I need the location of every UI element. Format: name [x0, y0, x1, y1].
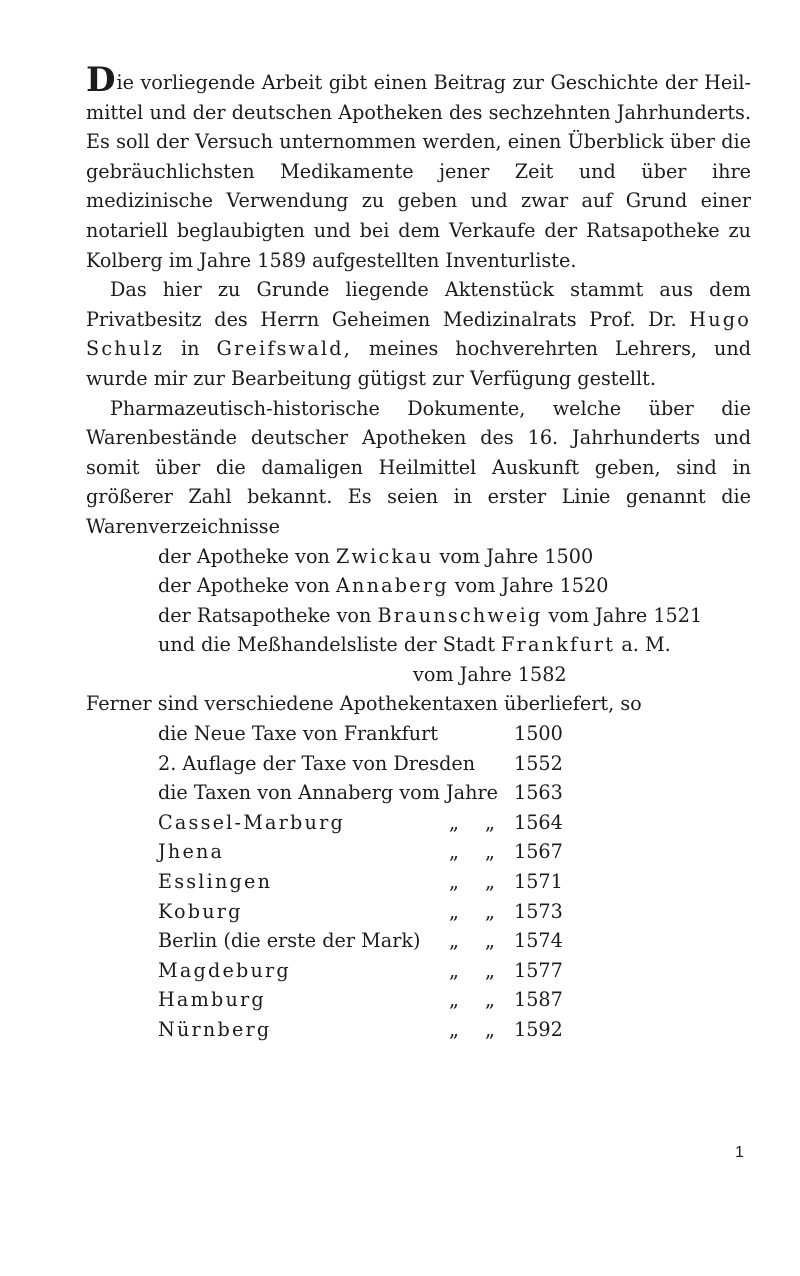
table-row — [158, 719, 563, 749]
list-item-pre: der Apotheke von — [158, 544, 330, 568]
list-item — [158, 542, 751, 572]
tax-name: 2. Auflage der Taxe von Dresden — [158, 751, 476, 775]
ditto-mark: „ — [485, 958, 495, 982]
list-item-post: vom Jahre 1521 — [548, 603, 703, 627]
list-item-place: Annaberg — [335, 574, 449, 598]
ditto-mark: „ — [449, 870, 459, 894]
paragraph-source-text-3: meines hochverehrten Lehrers, und wurde mir zur Bearbeitung gütigst zur Verfügung gestellt. — [86, 337, 751, 390]
list-item-post: vom Jahre 1520 — [454, 574, 609, 598]
paragraph-source — [86, 275, 751, 393]
table-row — [158, 837, 563, 867]
list-item-post: vom Jahre 1500 — [439, 544, 594, 568]
tax-year: 1552 — [514, 751, 563, 775]
ditto-mark: „ — [485, 810, 495, 834]
inventory-list — [86, 542, 751, 690]
list-item — [158, 571, 751, 601]
table-row — [158, 1015, 563, 1045]
list-item-place: Frankfurt — [501, 633, 616, 657]
tax-name: die Neue Taxe von Frankfurt — [158, 722, 438, 746]
ditto-mark: „ — [485, 899, 495, 923]
ditto-mark: „ — [485, 1018, 495, 1041]
ditto-mark: „ — [449, 840, 459, 864]
ditto-mark: „ — [485, 988, 495, 1012]
table-row — [158, 926, 563, 956]
tax-city: Hamburg — [158, 988, 266, 1012]
tax-year: 1564 — [514, 810, 563, 834]
tax-city: Magdeburg — [158, 958, 291, 982]
body-text — [86, 60, 751, 1045]
list-item-pre: der Apotheke von — [158, 574, 330, 598]
tax-city: Berlin (die erste der Mark) — [158, 929, 421, 953]
place-name: Greifswald, — [216, 337, 353, 361]
ditto-mark: „ — [449, 988, 459, 1012]
tax-name: die Taxen von Annaberg vom Jahre — [158, 781, 499, 805]
ditto-mark: „ — [449, 810, 459, 834]
tax-year: 1577 — [514, 958, 563, 982]
tax-city: Cassel-Marburg — [158, 810, 345, 834]
list-item-pre: der Ratsapotheke von — [158, 603, 372, 627]
list-item-pre: und die Meßhandelsliste der Stadt — [158, 633, 496, 657]
table-row — [158, 749, 563, 779]
tax-year: 1574 — [514, 929, 563, 953]
list-item-place: Zwickau — [335, 544, 434, 568]
ditto-mark: „ — [449, 1018, 459, 1041]
table-row — [158, 985, 563, 1015]
tax-year: 1592 — [514, 1018, 563, 1041]
ditto-mark: „ — [449, 958, 459, 982]
tax-year: 1563 — [514, 781, 563, 805]
tax-year: 1500 — [514, 722, 563, 746]
ditto-mark: „ — [485, 840, 495, 864]
tax-city: Jhena — [158, 840, 225, 864]
tax-city: Esslingen — [158, 870, 273, 894]
tax-year: 1567 — [514, 840, 563, 864]
taxes-table — [158, 719, 563, 1045]
list-item — [158, 630, 751, 660]
ditto-mark: „ — [485, 929, 495, 953]
ditto-mark: „ — [485, 870, 495, 894]
table-row — [158, 867, 563, 897]
ditto-mark: „ — [449, 899, 459, 923]
paragraph-source-text: Das hier zu Grunde liegende Aktenstück stammt aus dem Privatbesitz des Herrn Geheimen Medizinalrats Prof. Dr. — [86, 278, 751, 331]
paragraph-intro-text: ie vorliegende Arbeit gibt einen Beitrag zur Geschichte der Heilmittel und der deutschen Apotheken des sechzehnten Jahrhunderts. Es soll der Versuch unternommen werden, einen Überblick über die gebräuchlichsten Medikamente jener Zeit und über ihre medizinische Verwendung zu geben und zwar auf Grund einer notariell beglaubigten und bei dem Verkaufe der Ratsapotheke zu Kolberg im Jahre 1589 aufgestellten Inventurliste. — [86, 71, 751, 272]
taxes-intro: Ferner sind verschiedene Apothekentaxen überliefert, so — [86, 692, 642, 716]
tax-year: 1571 — [514, 870, 563, 894]
paragraph-intro — [86, 60, 751, 275]
tax-city: Koburg — [158, 899, 243, 923]
list-item — [158, 601, 751, 631]
table-row — [158, 778, 563, 808]
table-row — [158, 808, 563, 838]
tax-year: 1573 — [514, 899, 563, 923]
tax-year: 1587 — [514, 988, 563, 1012]
person-name: Hugo Schulz — [86, 307, 751, 361]
table-row — [158, 956, 563, 986]
list-item-post: a. M. — [621, 633, 671, 657]
page-number: 1 — [735, 1144, 744, 1161]
list-item-continuation: vom Jahre 1582 — [413, 662, 567, 686]
paragraph-source-text-2: in — [181, 337, 200, 361]
ditto-mark: „ — [449, 929, 459, 953]
table-row — [158, 897, 563, 927]
drop-cap: D — [86, 60, 116, 100]
paragraph-documents: Pharmazeutisch-historische Dokumente, welche über die Warenbestände deutscher Apotheken des 16. Jahrhunderts und somit über die damaligen Heilmittel Auskunft geben, sind in größerer Zahl bekannt. Es seien in erster Linie genannt die Warenverzeichnisse — [86, 396, 751, 538]
tax-city: Nürnberg — [158, 1018, 272, 1041]
list-item-place: Braunschweig — [377, 603, 543, 627]
